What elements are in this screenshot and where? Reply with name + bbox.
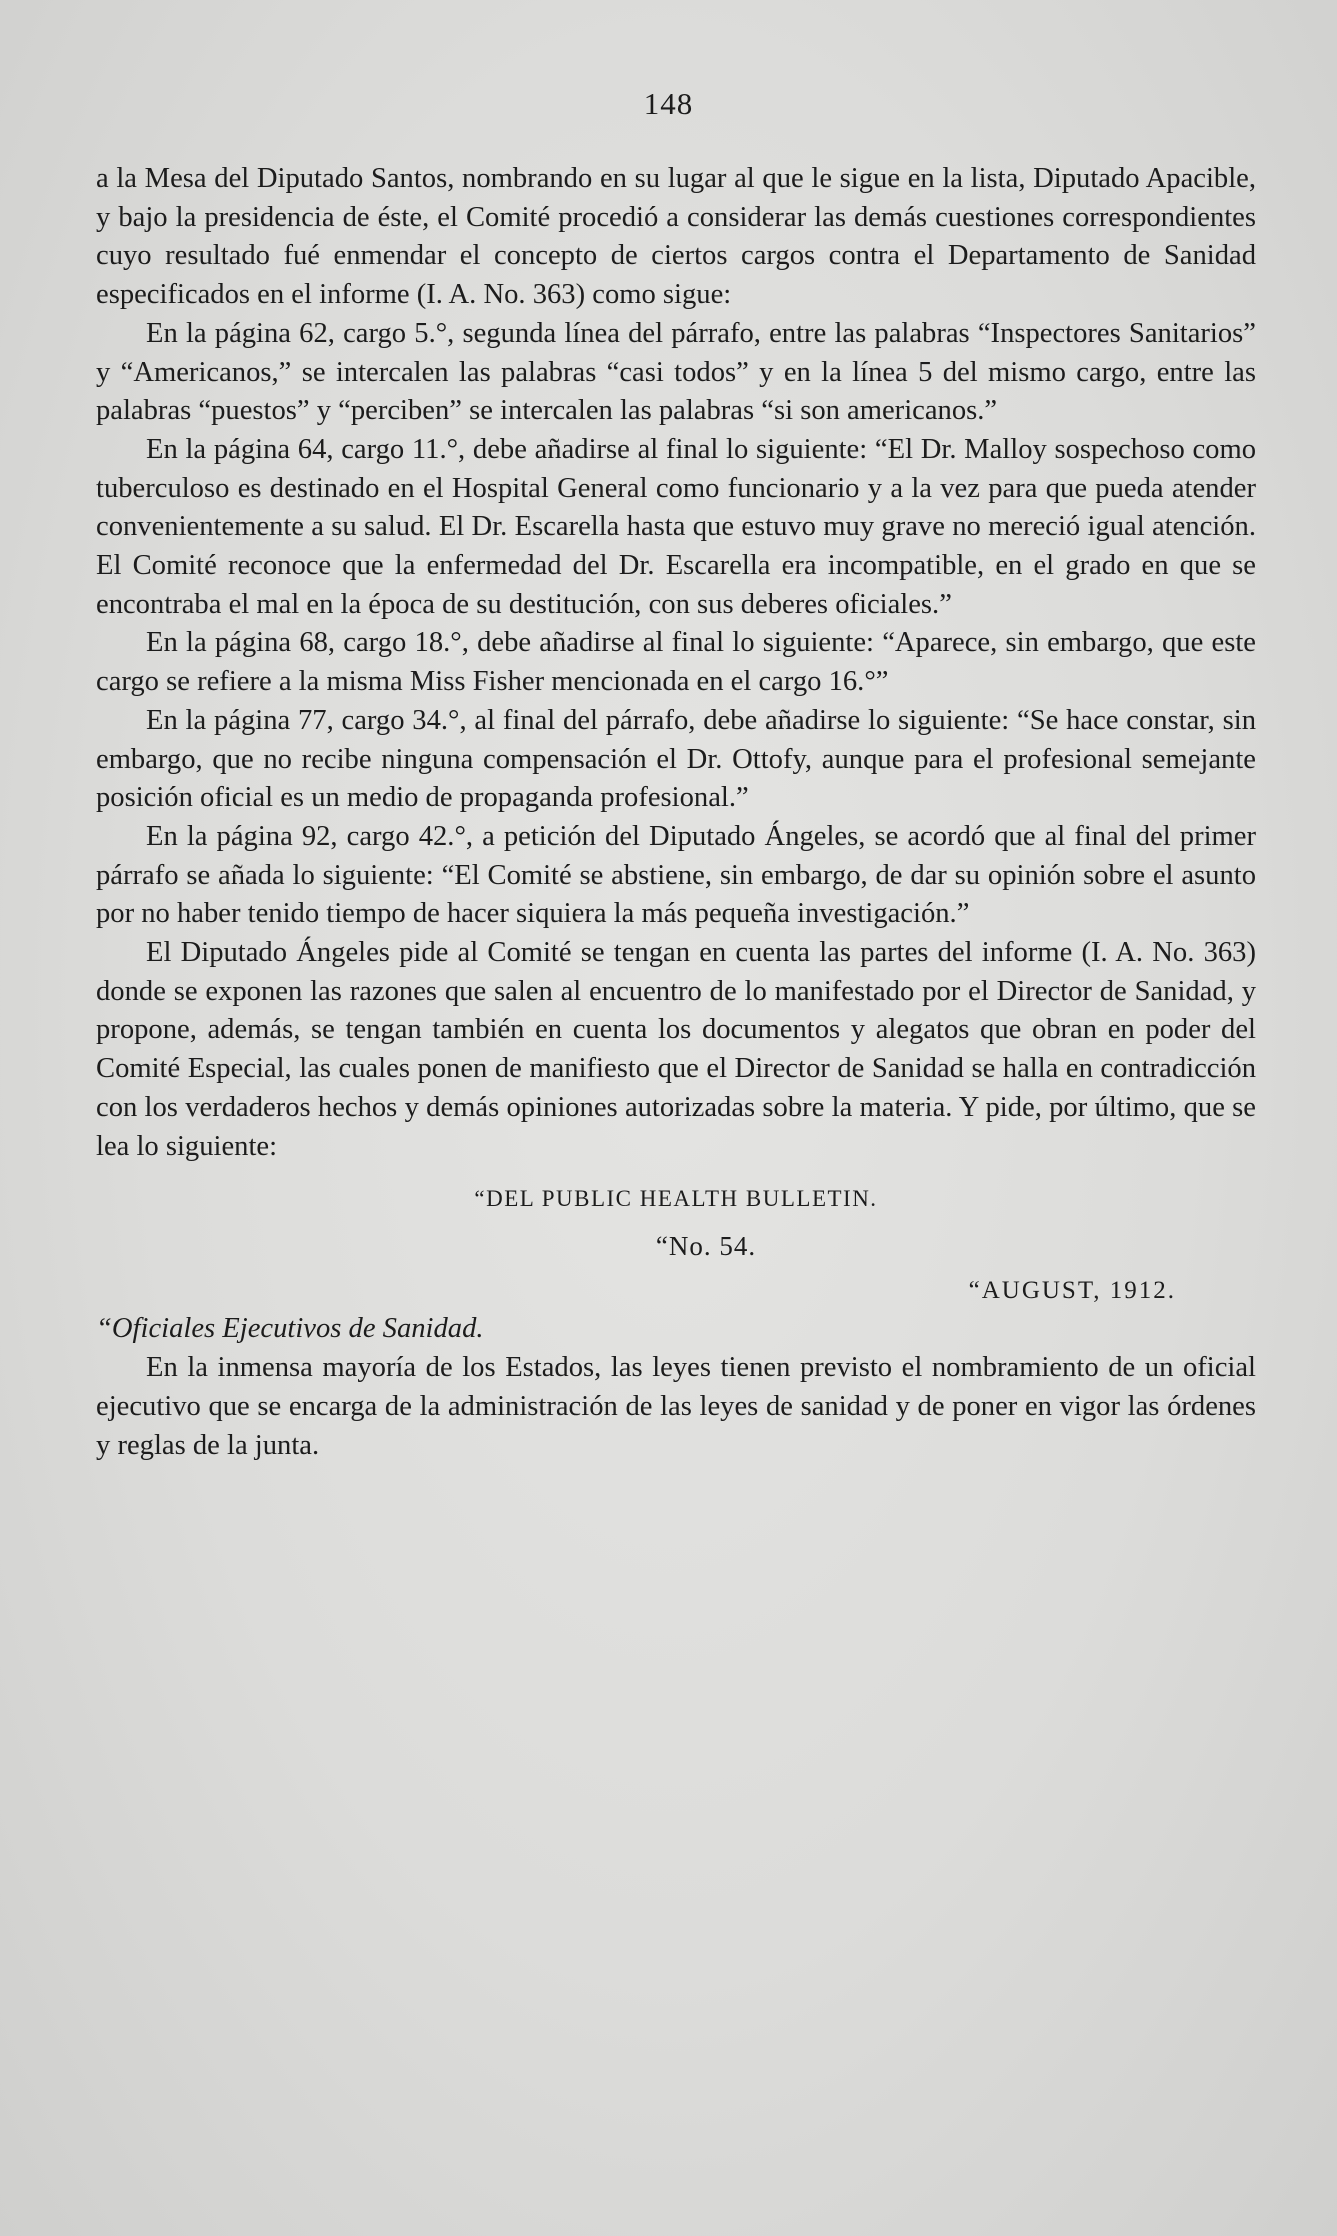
paragraph-amendment-page-92: En la página 92, cargo 42.°, a petición del Diputado Ángeles, se acordó que al final del primer párrafo se añada lo siguiente: “El Comité se abstiene, sin embargo, de dar su opinión sobre el asunto por no haber tenido tiempo de hacer siquiera la más pequeña investigación.” (96, 820, 1256, 930)
paragraph-amendment-page-77: En la página 77, cargo 34.°, al final del párrafo, debe añadirse lo siguiente: “Se hace constar, sin embargo, que no recibe ninguna compensación el Dr. Ottofy, aunque para el profesional semejante posición oficial es un medio de propaganda profesional.” (96, 704, 1256, 814)
section-title: “Oficiales Ejecutivos de Sanidad. (96, 1313, 484, 1345)
quoted-paragraph: En la inmensa mayoría de los Estados, las leyes tienen previsto el nombramiento de un oficial ejecutivo que se encarga de la administración de las leyes de sanidad y de poner en vigor las órdenes y reglas de la junta. (96, 1352, 1256, 1461)
bulletin-date: “AUGUST, 1912. (968, 1276, 1176, 1304)
document-body (96, 160, 1256, 1465)
paragraph-continuation: a la Mesa del Diputado Santos, nombrando en su lugar al que le sigue en la lista, Diputado Apacible, y bajo la presidencia de éste, el Comité procedió a considerar las demás cuestiones correspondientes cuyo resultado fué enmendar el concepto de ciertos cargos contra el Departamento de Sanidad especificados en el informe (I. A. No. 363) como sigue: (96, 163, 1256, 311)
paragraph-amendment-page-62: En la página 62, cargo 5.°, segunda línea del párrafo, entre las palabras “Inspectores Sanitarios” y “Americanos,” se intercalen las palabras “casi todos” y en la línea 5 del mismo cargo, entre las palabras “puestos” y “perciben” se intercalen las palabras “si son americanos.” (96, 317, 1256, 427)
bulletin-title: “DEL PUBLIC HEALTH BULLETIN. (474, 1186, 878, 1212)
bulletin-number: “No. 54. (655, 1230, 757, 1261)
paragraph-angeles-request: El Diputado Ángeles pide al Comité se tengan en cuenta las partes del informe (I. A. No. 363) donde se exponen las razones que salen al encuentro de lo manifestado por el Director de Sanidad, y propone, además, se tengan también en cuenta los documentos y alegatos que obran en poder del Comité Especial, las cuales ponen de manifiesto que el Director de Sanidad se halla en contradicción con los verdaderos hechos y demás opiniones autorizadas sobre la materia. Y pide, por último, que se lea lo siguiente: (96, 937, 1256, 1162)
paragraph-amendment-page-68: En la página 68, cargo 18.°, debe añadirse al final lo siguiente: “Aparece, sin embargo, que este cargo se refiere a la misma Miss Fisher mencionada en el cargo 16.°” (96, 627, 1256, 698)
paragraph-amendment-page-64: En la página 64, cargo 11.°, debe añadirse al final lo siguiente: “El Dr. Malloy sospechoso como tuberculoso es destinado en el Hospital General como funcionario y a la vez para que pueda atender convenientemente a su salud. El Dr. Escarella hasta que estuvo muy grave no mereció igual atención. El Comité reconoce que la enfermedad del Dr. Escarella era incompatible, en el grado en que se encontraba el mal en la época de su destitución, con sus deberes oficiales.” (96, 433, 1256, 620)
page-number: 148 (643, 86, 694, 121)
